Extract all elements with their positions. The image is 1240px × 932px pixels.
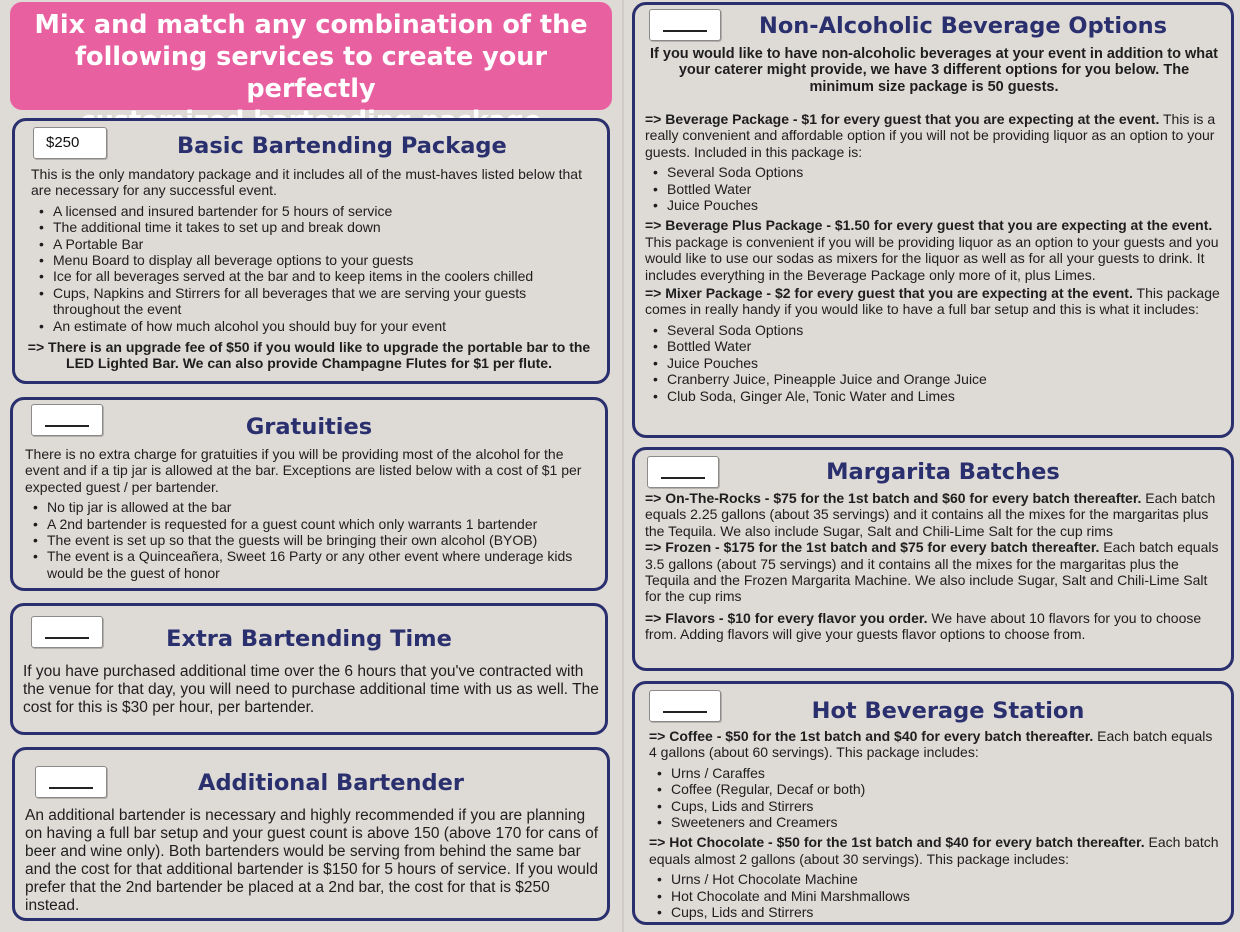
extra-time-body: If you have purchased additional time over the 6 hours that you've contracted with the venue for that day, you will need to purchase additional time with us as well. The cost for this is $30 per hour, per bartender. xyxy=(23,663,599,716)
margarita-content xyxy=(645,490,1221,643)
hot-chocolate-list xyxy=(649,871,1223,920)
basic-upgrade-note: => There is an upgrade fee of $50 if you would like to upgrade the portable bar to the LED Lighted Bar. We can also provide Champagne Flutes for $1 per flute. xyxy=(27,339,591,372)
list-item: • Juice Pouches xyxy=(645,355,1221,371)
list-item: • Bottled Water xyxy=(645,181,1221,197)
hot-chocolate-head: => Hot Chocolate - $50 for the 1st batch and $40 for every batch thereafter. xyxy=(649,834,1145,851)
frozen-head: => Frozen - $175 for the 1st batch and $75 for every batch thereafter. xyxy=(645,539,1100,556)
list-item: • Cups, Napkins and Stirrers for all beverages that we are serving your guests throughout the event xyxy=(31,285,591,318)
beverage-package-list xyxy=(645,164,1221,213)
basic-price: $250 xyxy=(46,134,80,151)
basic-content xyxy=(31,166,591,334)
basic-list xyxy=(31,203,591,334)
banner-line-1: Mix and match any combination of the xyxy=(34,10,588,40)
banner-line-2: following services to create your perfectly xyxy=(74,42,548,104)
flavors-text xyxy=(645,610,1221,643)
list-item: • A 2nd bartender is requested for a guest count which only warrants 1 bartender xyxy=(25,516,591,532)
list-item: • Several Soda Options xyxy=(645,322,1221,338)
mixer-package-body: This package comes in really handy if you would like to have a full bar setup and this is what it includes: xyxy=(645,285,1220,318)
extra-time-title: Extra Bartending Time xyxy=(166,626,452,652)
list-item: • No tip jar is allowed at the bar xyxy=(25,499,591,515)
list-item: • An estimate of how much alcohol you should buy for your event xyxy=(31,318,591,334)
gratuities-intro: There is no extra charge for gratuities if you will be providing most of the alcohol for the event and if a tip jar is allowed at the bar. Exceptions are listed below with a cost of $1 per expected guest / per bartender. xyxy=(25,446,582,495)
gratuities-title: Gratuities xyxy=(245,414,373,440)
beverage-plus-head: => Beverage Plus Package - $1.50 for every guest that you are expecting at the event. xyxy=(645,217,1213,234)
coffee-list xyxy=(649,765,1223,831)
list-item: • Cups, Lids and Stirrers xyxy=(649,904,1223,920)
nonalc-panel xyxy=(632,2,1234,438)
beverage-package-head: => Beverage Package - $1 for every guest that you are expecting at the event. xyxy=(645,111,1160,127)
hot-chocolate-body: Each batch equals almost 2 gallons (about 30 servings). This package includes: xyxy=(649,834,1219,867)
header-banner xyxy=(10,2,612,110)
list-item: • Urns / Caraffes xyxy=(649,765,1223,781)
mixer-package-list xyxy=(645,322,1221,404)
list-item: • Menu Board to display all beverage options to your guests xyxy=(31,252,591,268)
basic-intro: This is the only mandatory package and it includes all of the must-haves listed below that are necessary for any successful event. xyxy=(31,166,582,199)
margarita-panel xyxy=(632,447,1234,671)
beverage-package-body: This is a really convenient and affordable option if you will not be providing liquor as an option to your guests. Included in this package is: xyxy=(645,111,1216,160)
list-item: • Cups, Lids and Stirrers xyxy=(649,798,1223,814)
list-item: • Hot Chocolate and Mini Marshmallows xyxy=(649,888,1223,904)
hot-beverage-panel xyxy=(632,681,1234,925)
nonalc-title: Non-Alcoholic Beverage Options xyxy=(758,13,1168,39)
coffee-head: => Coffee - $50 for the 1st batch and $40 for every batch thereafter. xyxy=(649,728,1094,744)
coffee-text xyxy=(649,728,1223,761)
hot-content xyxy=(649,728,1223,920)
hot-chocolate-text xyxy=(649,834,1223,867)
additional-bartender-panel xyxy=(12,747,610,921)
list-item: • The additional time it takes to set up and break down xyxy=(31,219,591,235)
mixer-package-head: => Mixer Package - $2 for every guest that you are expecting at the event. xyxy=(645,285,1133,302)
list-item: • The event is a Quinceañera, Sweet 16 Party or any other event where underage kids would be the guest of honor xyxy=(25,548,591,581)
frozen-text xyxy=(645,539,1221,605)
list-item: • Cranberry Juice, Pineapple Juice and Orange Juice xyxy=(645,371,1221,387)
hot-title: Hot Beverage Station xyxy=(811,698,1085,724)
list-item: • Coffee (Regular, Decaf or both) xyxy=(649,781,1223,797)
on-the-rocks-body: Each batch equals 2.25 gallons (about 35 servings) and it contains all the mixes for the margaritas plus the Tequila. We also include Sugar, Salt and Chili-Lime Salt for the cup rims xyxy=(645,490,1216,539)
margarita-title: Margarita Batches xyxy=(826,459,1060,485)
on-the-rocks-head: => On-The-Rocks - $75 for the 1st batch and $60 for every batch thereafter. xyxy=(645,490,1142,506)
nonalc-intro: If you would like to have non-alcoholic beverages at your event in addition to what your caterer might provide, we have 3 different options for you below. The minimum size package is 50 guests. xyxy=(650,46,1218,95)
beverage-plus-text xyxy=(645,217,1221,283)
additional-body: An additional bartender is necessary and highly recommended if you are planning on having a full bar setup and your guest count is above 150 (above 170 for cans of beer and wine only). Both bartenders would be serving from behind the same bar and the cost for that additional bartender is $150 for 5 hours of service. If you would prefer that the 2nd bartender be placed at a 2nd bar, the cost for that is $250 instead. xyxy=(25,807,599,914)
list-item: • Sweeteners and Creamers xyxy=(649,814,1223,830)
list-item: • The event is set up so that the guests will be bringing their own alcohol (BYOB) xyxy=(25,532,591,548)
basic-price-box xyxy=(33,127,107,159)
list-item: • Urns / Hot Chocolate Machine xyxy=(649,871,1223,887)
nonalc-content xyxy=(645,111,1221,404)
basic-package-panel xyxy=(12,118,610,384)
list-item: • Club Soda, Ginger Ale, Tonic Water and Limes xyxy=(645,388,1221,404)
beverage-package-text xyxy=(645,111,1221,160)
list-item: • Juice Pouches xyxy=(645,197,1221,213)
additional-title: Additional Bartender xyxy=(198,770,464,796)
list-item: • A Portable Bar xyxy=(31,236,591,252)
extra-time-panel xyxy=(10,603,608,735)
flavors-body: We have about 10 flavors for you to choose from. Adding flavors will give your guests flavor options to choose from. xyxy=(645,609,1202,643)
gratuities-panel xyxy=(10,397,608,591)
frozen-body: Each batch equals 3.5 gallons (about 75 servings) and it contains all the mixes for the margaritas plus the Tequila and the Frozen Margarita Machine. We also include Sugar, Salt and Chili-Lime Salt for the cup rims xyxy=(645,539,1219,605)
page-fold xyxy=(622,0,624,932)
basic-title: Basic Bartending Package xyxy=(177,133,507,159)
list-item: • Several Soda Options xyxy=(645,164,1221,180)
beverage-plus-body: This package is convenient if you will be providing liquor as an option to your guests and you would like to use our sodas as mixers for the liquor as well as for all your guests to drink. It includes everything in the Beverage Package only more of it, plus Limes. xyxy=(645,233,1219,283)
mixer-package-text xyxy=(645,285,1221,318)
flavors-head: => Flavors - $10 for every flavor you order. xyxy=(645,609,928,626)
list-item: • A licensed and insured bartender for 5 hours of service xyxy=(31,203,591,219)
list-item: • Bottled Water xyxy=(645,338,1221,354)
on-the-rocks-text xyxy=(645,490,1221,539)
list-item: • Ice for all beverages served at the bar and to keep items in the coolers chilled xyxy=(31,268,591,284)
gratuities-content xyxy=(25,446,591,581)
gratuities-list xyxy=(25,499,591,581)
coffee-body: Each batch equals 4 gallons (about 60 servings). This package includes: xyxy=(649,728,1213,761)
